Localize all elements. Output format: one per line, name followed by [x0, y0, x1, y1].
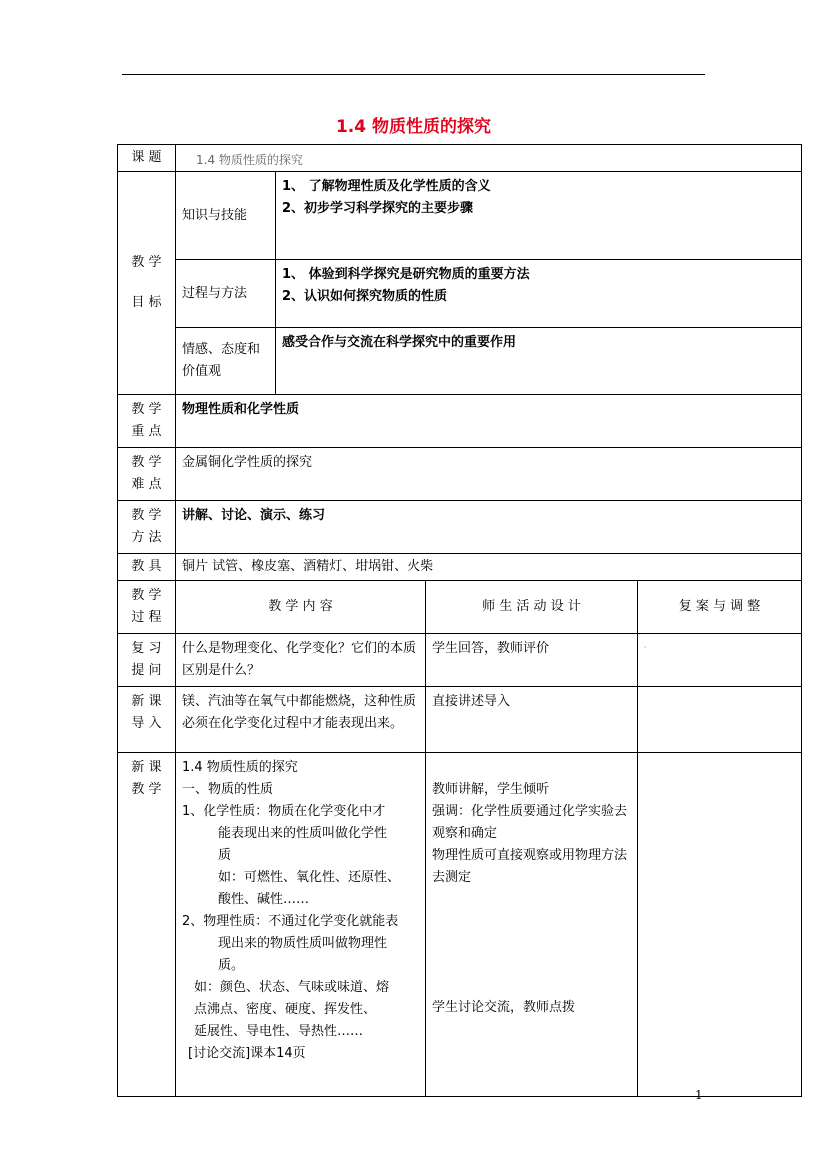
col-header-activity: 师 生 活 动 设 计 [426, 581, 638, 634]
page-number: 1 [695, 1088, 703, 1102]
intro-content: 镁、汽油等在氧气中都能燃烧，这种性质必须在化学变化过程中才能表现出来。 [176, 687, 426, 753]
teach-label: 新 课 教 学 [118, 753, 176, 1097]
intro-row [118, 687, 802, 753]
knowledge-label: 知识与技能 [176, 172, 276, 260]
emotion-label: 情感、态度和 价值观 [176, 328, 276, 395]
intro-label: 新 课 导 入 [118, 687, 176, 753]
method-content: 讲解、讨论、演示、练习 [176, 501, 802, 554]
tools-row [118, 554, 802, 581]
review-content: 什么是物理变化、化学变化？它们的本质区别是什么？ [176, 634, 426, 687]
page-title: 1.4 物质性质的探究 [335, 117, 492, 137]
topic-label: 课 题 [118, 145, 176, 172]
process-row [118, 260, 802, 328]
emotion-row [118, 328, 802, 395]
difficulty-label: 教 学 难 点 [118, 448, 176, 501]
focus-row [118, 395, 802, 448]
lesson-plan-table [117, 144, 802, 1097]
difficulty-content: 金属铜化学性质的探究 [176, 448, 802, 501]
difficulty-row [118, 448, 802, 501]
teach-row [118, 753, 802, 1097]
intro-activity: 直接讲述导入 [426, 687, 638, 753]
review-row [118, 634, 802, 687]
review-label: 复 习 提 问 [118, 634, 176, 687]
tools-content: 铜片 试管、橡皮塞、酒精灯、坩埚钳、火柴 [176, 554, 802, 581]
goals-label: 教 学 目 标 [118, 172, 176, 395]
col-header-adjust: 复 案 与 调 整 [638, 581, 802, 634]
emotion-content: 感受合作与交流在科学探究中的重要作用 [276, 328, 802, 395]
knowledge-row [118, 172, 802, 260]
method-row [118, 501, 802, 554]
topic-value: 1.4 物质性质的探究 [196, 153, 303, 167]
review-note: ' [638, 634, 802, 687]
process-header-row [118, 581, 802, 634]
process-header-label: 教 学 过 程 [118, 581, 176, 634]
process-label: 过程与方法 [176, 260, 276, 328]
teach-content: 1.4 物质性质的探究 一、物质的性质 1、化学性质：物质在化学变化中才 能表现出来的性质叫做化学性 质 如：可燃性、氧化性、还原性、 酸性、碱性…… 2、物理性质：不通过化学变化就能表 现出来的物质性质叫做物理性 质。 如：颜色、状态、气味或味道、熔 点沸点、密度、硬度、挥发性、 延展性、导电性、导热性…… [讨论交流]课本14页 [176, 753, 426, 1097]
focus-label: 教 学 重 点 [118, 395, 176, 448]
header-rule [122, 74, 705, 75]
process-content: 1、 体验到科学探究是研究物质的重要方法 2、认识如何探究物质的性质 [276, 260, 802, 328]
knowledge-content: 1、 了解物理性质及化学性质的含义 2、初步学习科学探究的主要步骤 [276, 172, 802, 260]
teach-activity: 教师讲解，学生倾听 强调：化学性质要通过化学实验去观察和确定 物理性质可直接观察或用物理方法去测定 学生讨论交流，教师点拨 [426, 753, 638, 1097]
focus-content: 物理性质和化学性质 [176, 395, 802, 448]
method-label: 教 学 方 法 [118, 501, 176, 554]
topic-row [118, 145, 802, 172]
col-header-content: 教 学 内 容 [176, 581, 426, 634]
review-activity: 学生回答，教师评价 [426, 634, 638, 687]
tools-label: 教 具 [118, 554, 176, 581]
